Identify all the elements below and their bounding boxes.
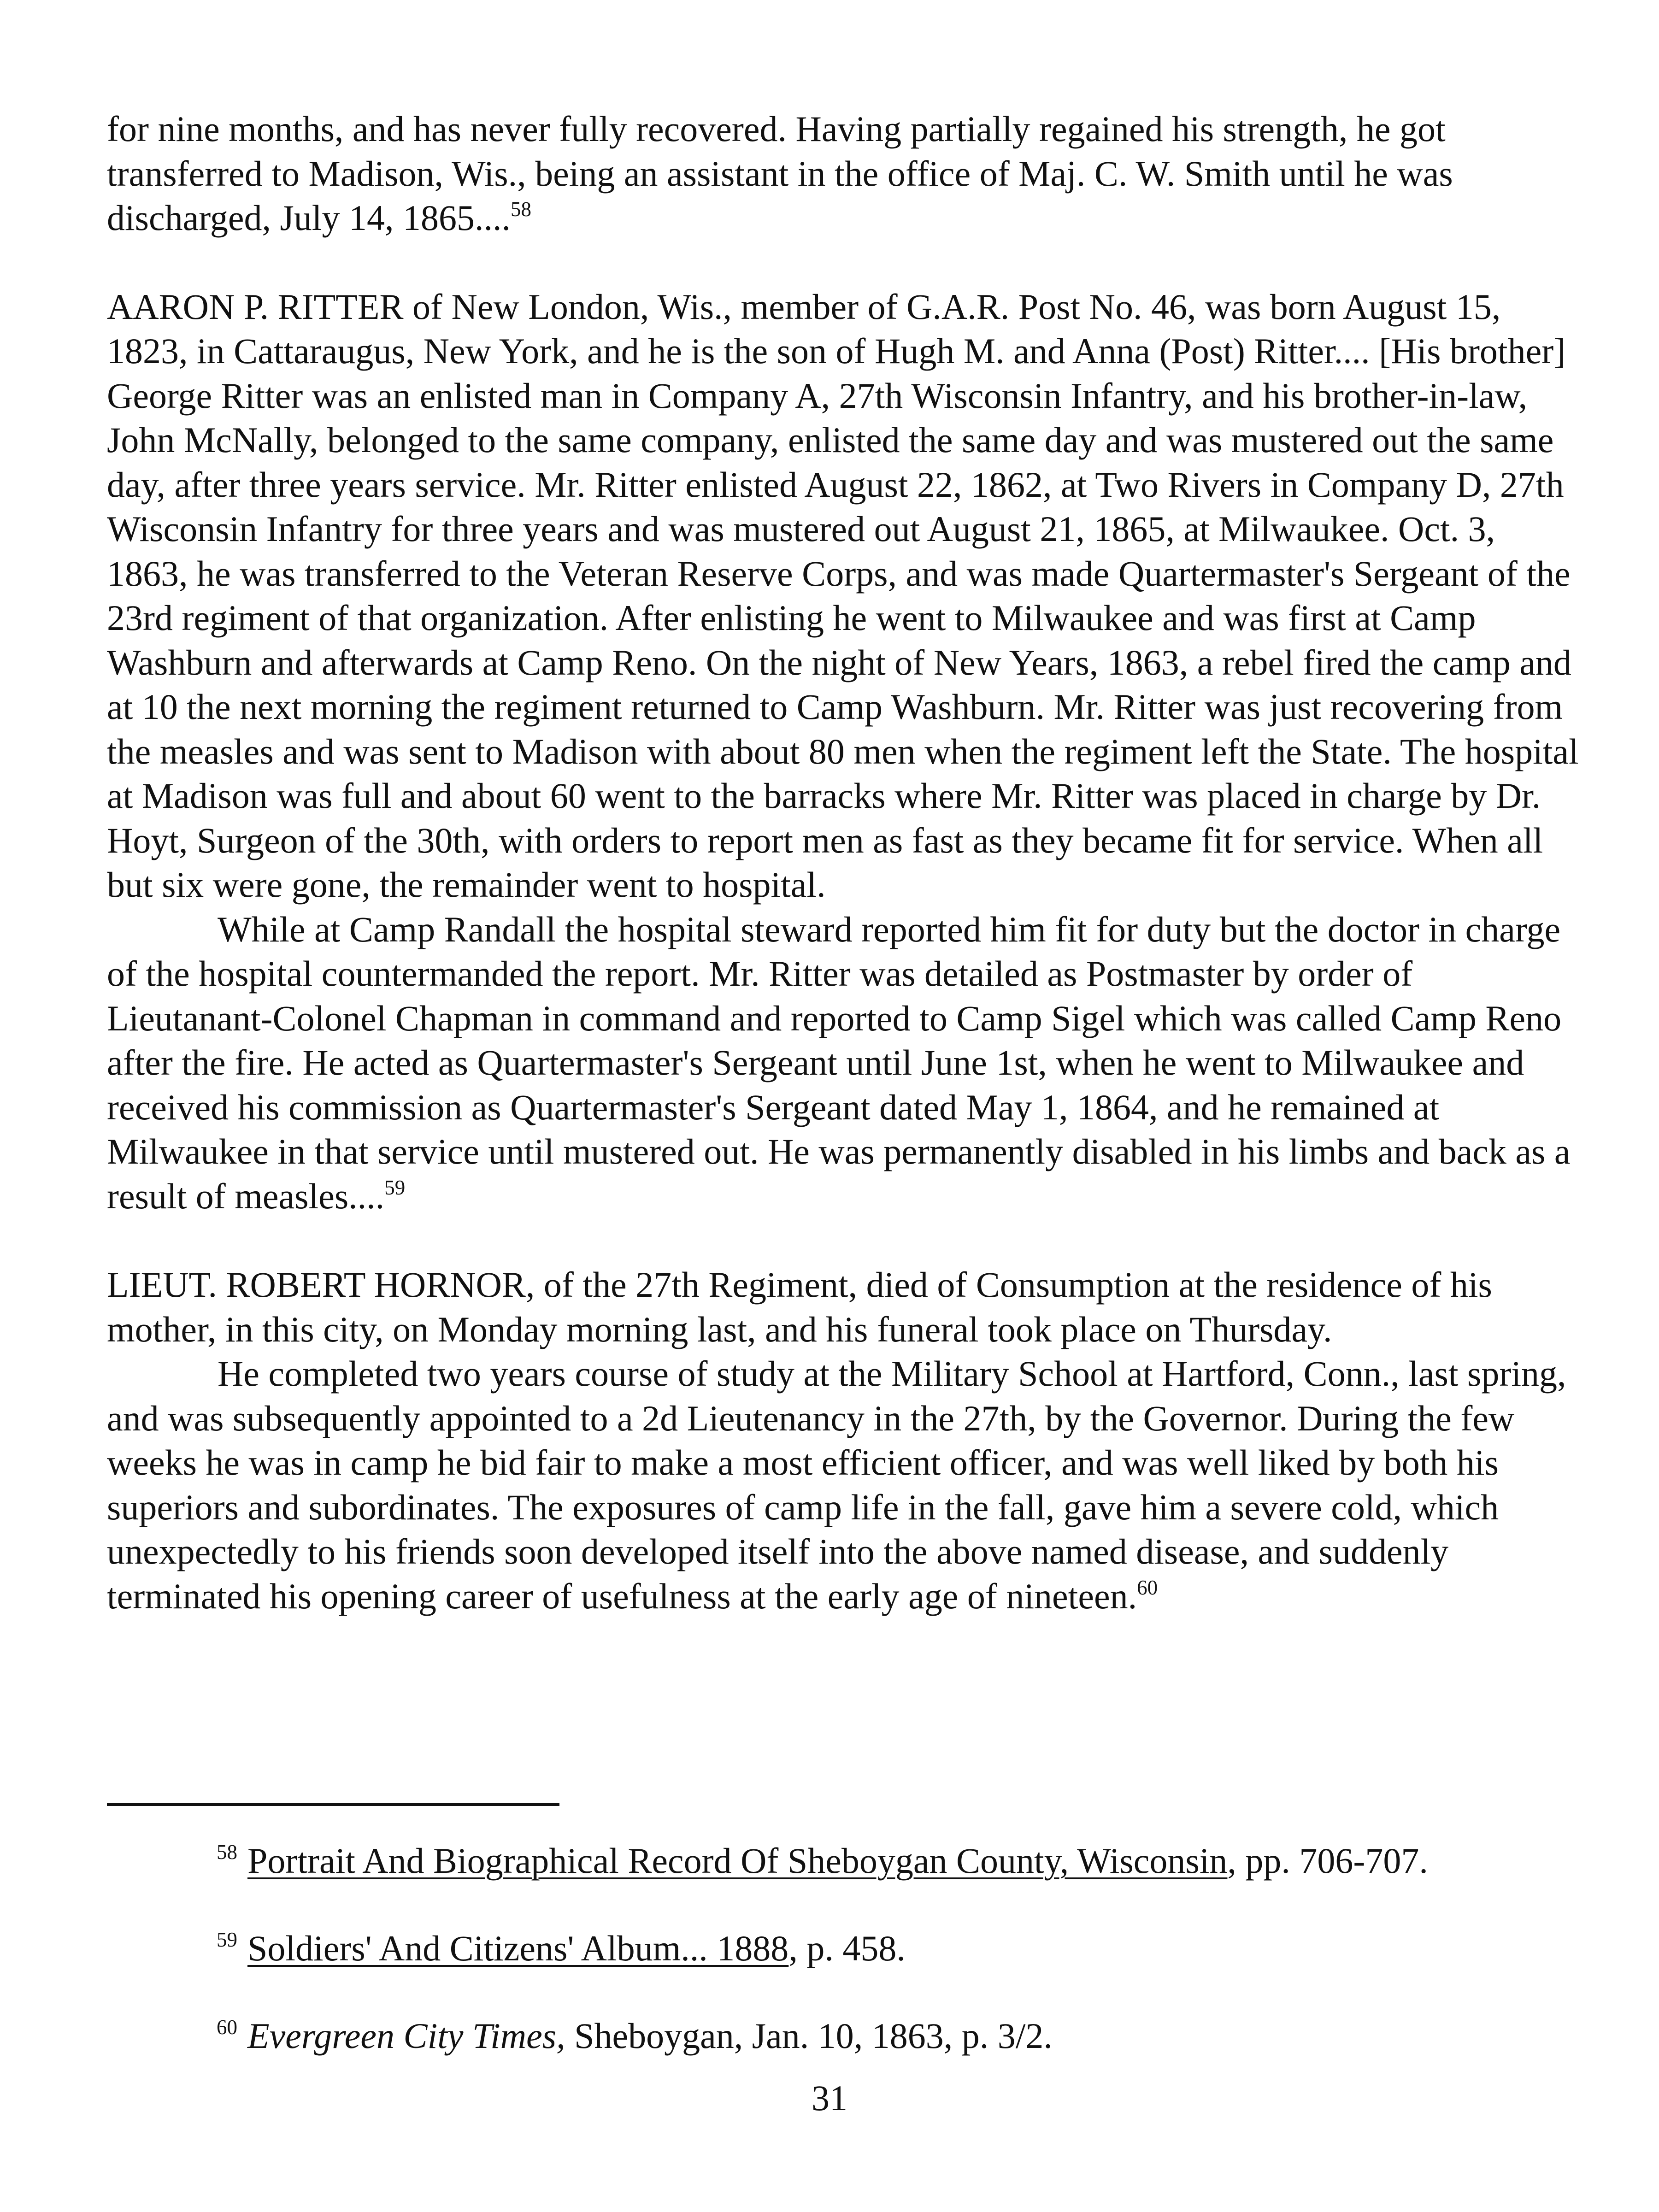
paragraph-ritter: AARON P. RITTER of New London, Wis., member of G.A.R. Post No. 46, was born August 15, 1823, in Cattaraugus, New York, and he is the son of Hugh M. and Anna (Post) Ritter.... [His brother] George Ritter was an enlisted man in Company A, 27th Wisconsin Infantry, and his brother-in-law, John McNally, belonged to the same company, enlisted the same day and was mustered out the same day, after three years service. Mr. Ritter enlisted August 22, 1862, at Two Rivers in Company D, 27th Wisconsin Infantry for three years and was mustered out August 21, 1865, at Milwaukee. Oct. 3, 1863, he was transferred to the Veteran Reserve Corps, and was made Quartermaster's Sergeant of the 23rd regiment of that organization. After enlisting he went to Milwaukee and was first at Camp Washburn and afterwards at Camp Reno. On the night of New Years, 1863, a rebel fired the camp and at 10 the next morning the regiment returned to Camp Washburn. Mr. Ritter was just recovering from the measles and was sent to Madison with about 80 men when the regiment left the State. The hospital at Madison was full and about 60 went to the barracks where Mr. Ritter was placed in charge by Dr. Hoyt, Surgeon of the 30th, with orders to report men as fast as they became fit for service. When all but six were gone, the remainder went to hospital. [107,286,1579,905]
footnote-ref[interactable]: 58 [510,198,531,221]
paragraph-ritter-continued: While at Camp Randall the hospital steward reported him fit for duty but the doctor in charge of the hospital countermanded the report. Mr. Ritter was detailed as Postmaster by order of Lieutanant-Colonel Chapman in command and reported to Camp Sigel which was called Camp Reno after the fire. He acted as Quartermaster's Sergeant until June 1st, when he went to Milwaukee and received his commission as Quartermaster's Sergeant dated May 1, 1864, and he remained at Milwaukee in that service until mustered out. He was permanently disabled in his limbs and back as a result of measles....$^{59}$ [107,909,1571,1216]
footnote-number: 59 [217,1928,237,1951]
footnote-60: $^{60}$ Evergreen City Times, Sheboygan, Jan. 10, 1863, p. 3/2. [217,2016,1053,2056]
paragraph: for nine months, and has never fully recovered. Having partially regained his strength, he got transferred to Madison, Wis., being an assistant in the office of Maj. C. W. Smith until he was discharged, July 14, 1865....$^{58}$ [107,109,1453,238]
footnote-number: 60 [217,2016,237,2039]
footnote-source: Soldiers' And Citizens' Album... 1888 [247,1928,789,1968]
paragraph-hornor: LIEUT. ROBERT HORNOR, of the 27th Regiment, died of Consumption at the residence of his mother, in this city, on Monday morning last, and his funeral took place on Thursday. [107,1265,1492,1349]
paragraph-hornor-continued: He completed two years course of study at the Military School at Hartford, Conn., last spring, and was subsequently appointed to a 2d Lieutenancy in the 27th, by the Governor. During the few weeks he was in camp he bid fair to make a most efficient officer, and was well liked by both his superiors and subordinates. The exposures of camp life in the fall, gave him a severe cold, which unexpectedly to his friends soon developed itself into the above named disease, and suddenly terminated his opening career of usefulness at the early age of nineteen.$^{60}$ [107,1353,1566,1616]
footnote-58: $^{58}$ Portrait And Biographical Record Of Sheboygan County, Wisconsin, pp. 706-707. [217,1841,1428,1881]
footnote-59: $^{59}$ Soldiers' And Citizens' Album... 1888, p. 458. [217,1928,906,1968]
footnote-ref[interactable]: 60 [1137,1576,1158,1599]
body-text [107,107,1582,1618]
footnote-number: 58 [217,1841,237,1864]
footnote-source: Evergreen City Times, [247,2016,565,2056]
footnote-ref[interactable]: 59 [384,1176,406,1199]
footnotes [217,1839,1553,2101]
footnote-separator [107,1803,559,1806]
footnote-source: Portrait And Biographical Record Of Sheboygan County, Wisconsin [247,1841,1228,1881]
page-number: 31 [812,2078,847,2118]
